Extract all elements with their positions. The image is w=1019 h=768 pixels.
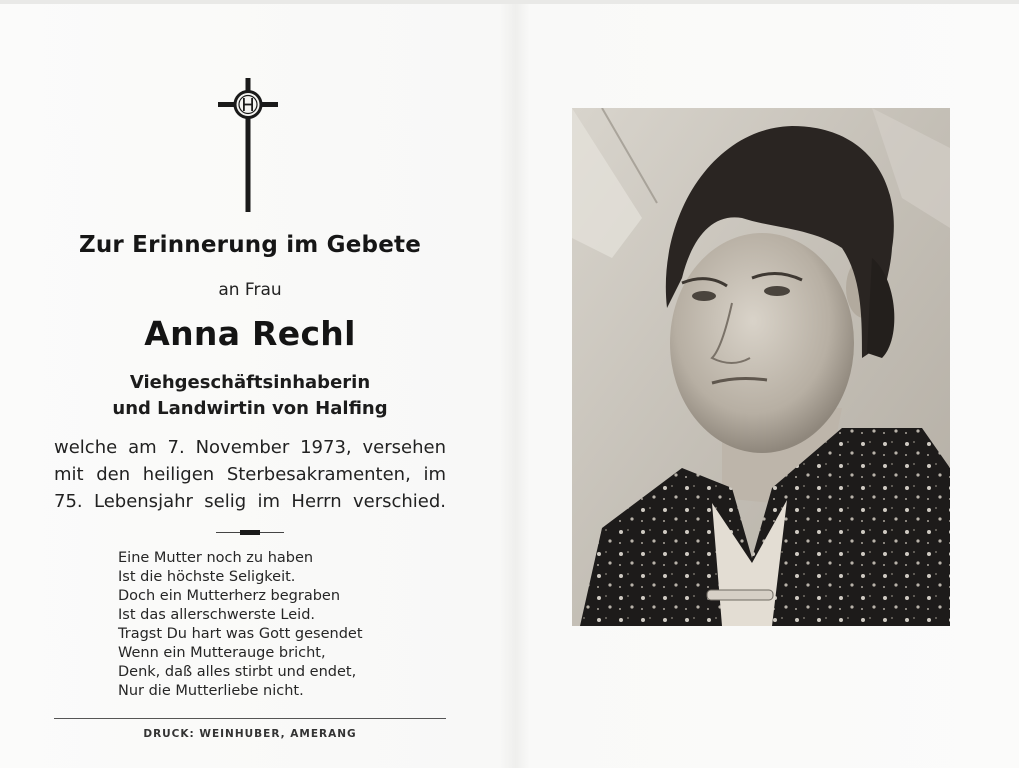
salutation: an Frau (218, 280, 282, 300)
poem-line: Doch ein Mutterherz begraben (118, 588, 341, 604)
death-notice-line: welche am 7. November 1973, versehen (54, 437, 446, 458)
poem-line: Denk, daß alles stirbt und endet, (118, 664, 357, 680)
card-heading: Zur Erinnerung im Gebete (78, 232, 422, 258)
poem-line: Wenn ein Mutterauge bricht, (118, 645, 326, 661)
occupation-line-1: Viehgeschäftsinhaberin (129, 372, 371, 393)
ornament-divider (216, 530, 284, 535)
deceased-name: Anna Rechl (144, 314, 356, 353)
portrait-photo (572, 108, 950, 626)
poem-line: Tragst Du hart was Gott gesendet (118, 626, 363, 642)
occupation-line-2: und Landwirtin von Halfing (112, 398, 388, 419)
printer-credit: DRUCK: WEINHUBER, AMERANG (143, 728, 357, 740)
poem-line: Ist das allerschwerste Leid. (118, 607, 316, 623)
text-panel (0, 0, 506, 768)
death-notice-line: 75. Lebensjahr selig im Herrn verschied. (54, 491, 446, 512)
poem (118, 549, 438, 701)
poem-line: Nur die Mutterliebe nicht. (118, 683, 304, 699)
poem-line: Eine Mutter noch zu haben (118, 550, 314, 566)
death-notice-line: mit den heiligen Sterbesakramenten, im (54, 464, 446, 485)
footer-rule (54, 718, 446, 719)
poem-line: Ist die höchste Seligkeit. (118, 569, 296, 585)
cross-icon (214, 76, 282, 216)
